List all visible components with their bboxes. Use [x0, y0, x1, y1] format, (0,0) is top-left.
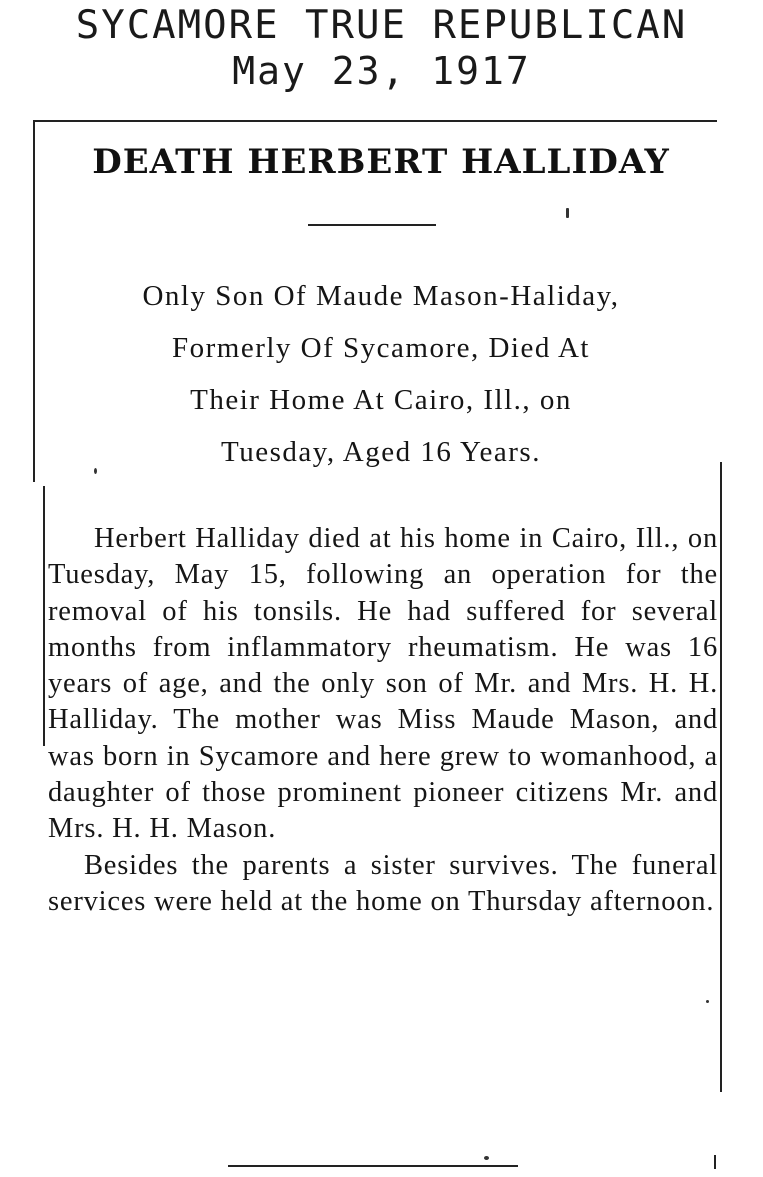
article-subheadline — [36, 270, 726, 478]
clipping-left-border-upper — [33, 120, 35, 482]
subhead-line: Tuesday, Aged 16 Years. — [221, 436, 541, 468]
newspaper-name: SYCAMORE TRUE REPUBLICAN — [75, 3, 688, 48]
article-headline: DEATH HERBERT HALLIDAY — [92, 142, 670, 182]
subhead-line: Only Son Of Maude Mason-Haliday, — [142, 280, 620, 312]
print-speck — [94, 468, 97, 474]
print-speck — [706, 1000, 709, 1003]
article-paragraph: Besides the parents a sister survives. The funeral services were held at the home on Thursday afternoon. — [48, 849, 718, 917]
clipping-left-border-lower — [43, 486, 45, 746]
subhead-line: Their Home At Cairo, Ill., on — [190, 384, 572, 416]
print-speck — [566, 208, 569, 218]
publication-date: May 23, 1917 — [232, 49, 531, 93]
article-body — [48, 521, 718, 920]
article-end-divider — [228, 1165, 518, 1167]
clipping-top-border — [33, 120, 717, 122]
clipping-right-border — [720, 462, 722, 1092]
print-speck — [484, 1156, 489, 1160]
clipping-right-mark — [714, 1155, 716, 1169]
article-paragraph: Herbert Halliday died at his home in Cairo, Ill., on Tuesday, May 15, following an operation for the removal of his tonsils. He had suffered for several months from inflammatory rheumatism. He was 16 years of age, and the only son of Mr. and Mrs. H. H. Halliday. The mother was Miss Maude Mason, and was born in Sycamore and here grew to womanhood, a daughter of those prominent pioneer citizens Mr. and Mrs. H. H. Mason. — [48, 523, 718, 845]
headline-divider — [308, 224, 436, 226]
subhead-line: Formerly Of Sycamore, Died At — [171, 332, 590, 364]
